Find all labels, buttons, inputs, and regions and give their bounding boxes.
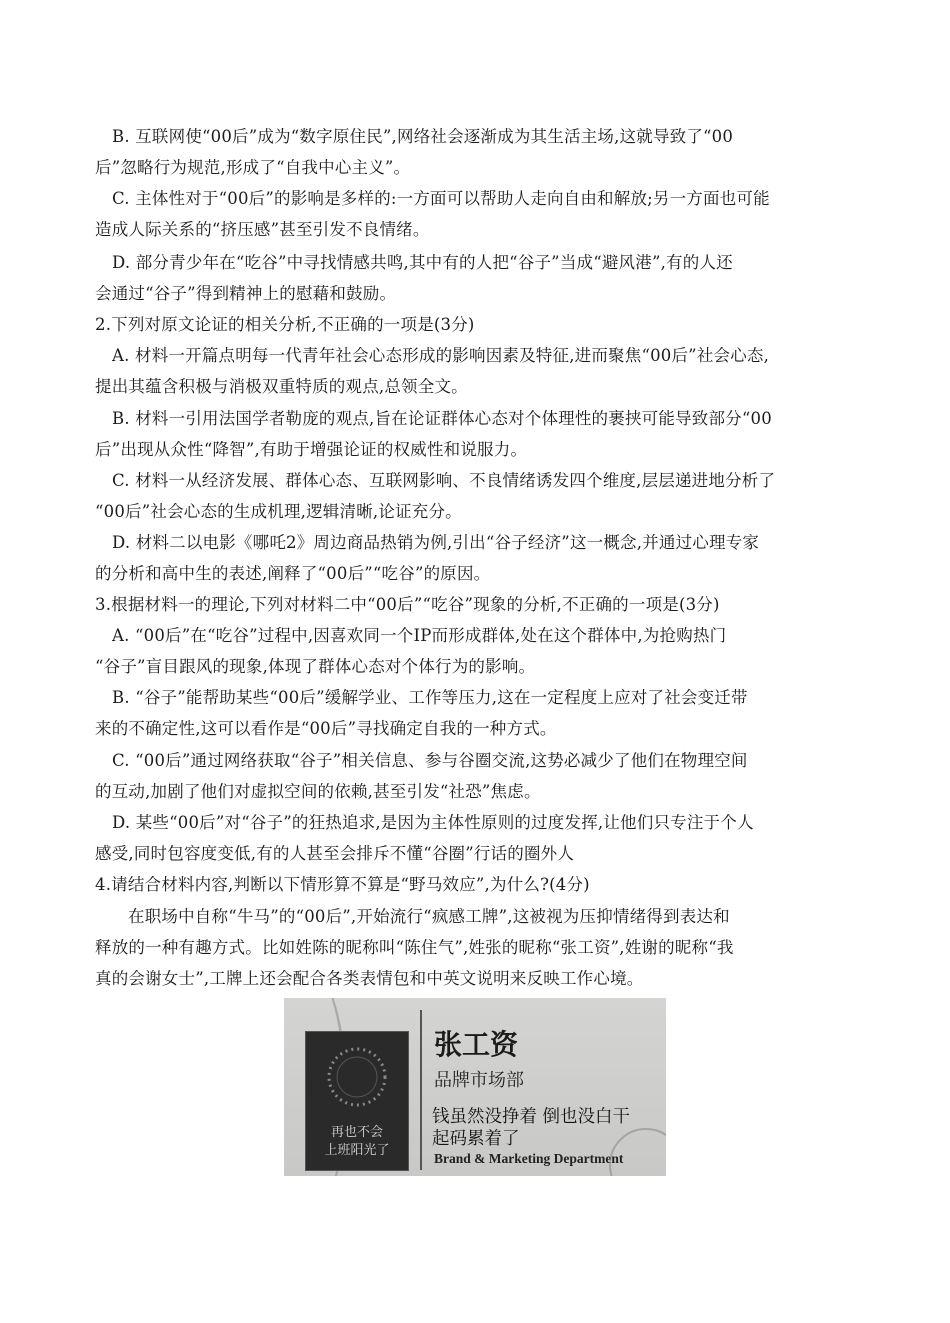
badge-slogan-line-1: 钱虽然没挣着 倒也没白干 (432, 1107, 631, 1127)
option-b-line-2: 后”忽略行为规范,形成了“自我中心主义”。 (95, 158, 411, 177)
question-4: 4.请结合材料内容,判断以下情形算不算是“野马效应”,为什么?(4分) (95, 875, 590, 894)
q2-option-a-line-2: 提出其蕴含积极与消极双重特质的观点,总领全文。 (95, 377, 468, 396)
badge-slogan-line-2: 起码累着了 (432, 1129, 520, 1149)
badge-department: 品牌市场部 (434, 1070, 524, 1091)
q3-option-c-line-1: C. “00后”通过网络获取“谷子”相关信息、参与谷圈交流,这势必减少了他们在物理空间 (112, 751, 748, 770)
card-text-line-2: 上班阳光了 (324, 1143, 390, 1158)
q3-option-a-line-2: “谷子”盲目跟风的现象,体现了群体心态对个体行为的影响。 (95, 657, 536, 676)
question-2: 2.下列对原文论证的相关分析,不正确的一项是(3分) (95, 315, 475, 334)
work-badge-photo (284, 998, 666, 1176)
q2-option-c-line-1: C. 材料一从经济发展、群体心态、互联网影响、不良情绪诱发四个维度,层层递进地分析了 (112, 471, 776, 490)
q2-option-d-line-1: D. 材料二以电影《哪吒2》周边商品热销为例,引出“谷子经济”这一概念,并通过心理专家 (112, 533, 760, 552)
option-d-line-1: D. 部分青少年在“吃谷”中寻找情感共鸣,其中有的人把“谷子”当成“避风港”,有的人还 (112, 253, 733, 272)
q4-paragraph-line-1: 在职场中自称“牛马”的“00后”,开始流行“疯感工牌”,这被视为压抑情绪得到表达和 (128, 907, 730, 926)
q2-option-c-line-2: “00后”社会心态的生成机理,逻辑清晰,论证充分。 (95, 502, 462, 521)
q2-option-a-line-1: A. 材料一开篇点明每一代青年社会心态形成的影响因素及特征,进而聚焦“00后”社会心态, (112, 346, 770, 365)
q3-option-b-line-1: B. “谷子”能帮助某些“00后”缓解学业、工作等压力,这在一定程度上应对了社会变迁带 (112, 688, 748, 707)
faint-stamp-mark (609, 1128, 666, 1176)
q3-option-b-line-2: 来的不确定性,这可以看作是“00后”寻找确定自我的一种方式。 (95, 719, 557, 738)
badge-dark-card (306, 1032, 408, 1170)
q3-option-d-line-2: 感受,同时包容度变低,有的人甚至会排斥不懂“谷圈”行话的圈外人 (95, 844, 575, 863)
q3-option-d-line-1: D. 某些“00后”对“谷子”的狂热追求,是因为主体性原则的过度发挥,让他们只专注于个人 (112, 813, 754, 832)
badge-divider (420, 1010, 422, 1170)
badge-nickname: 张工资 (434, 1028, 519, 1061)
card-text-line-1: 再也不会 (330, 1125, 383, 1140)
q2-option-b-line-1: B. 材料一引用法国学者勒庞的观点,旨在论证群体心态对个体理性的裹挟可能导致部分“00 (112, 409, 772, 428)
question-3: 3.根据材料一的理论,下列对材料二中“00后”“吃谷”现象的分析,不正确的一项是(3分) (95, 595, 720, 614)
q4-paragraph-line-3: 真的会谢女士”,工牌上还会配合各类表情包和中英文说明来反映工作心境。 (95, 969, 644, 988)
dotted-ring-icon (320, 1040, 394, 1114)
q4-paragraph-line-2: 释放的一种有趣方式。比如姓陈的昵称叫“陈住气”,姓张的昵称“张工资”,姓谢的昵称“我 (95, 938, 734, 957)
q3-option-a-line-1: A. “00后”在“吃谷”过程中,因喜欢同一个IP而形成群体,处在这个群体中,为抢购热门 (112, 626, 727, 645)
option-b-line-1: B. 互联网使“00后”成为“数字原住民”,网络社会逐渐成为其生活主场,这就导致了“00 (112, 127, 734, 146)
option-c-line-2: 造成人际关系的“挤压感”甚至引发不良情绪。 (95, 220, 430, 239)
option-d-line-2: 会通过“谷子”得到精神上的慰藉和鼓励。 (95, 284, 397, 303)
option-c-line-1: C. 主体性对于“00后”的影响是多样的:一方面可以帮助人走向自由和解放;另一方面也可能 (112, 189, 770, 208)
q3-option-c-line-2: 的互动,加剧了他们对虚拟空间的依赖,甚至引发“社恐”焦虑。 (95, 782, 541, 801)
q2-option-d-line-2: 的分析和高中生的表述,阐释了“00后”“吃谷”的原因。 (95, 564, 491, 583)
q2-option-b-line-2: 后”出现从众性“降智”,有助于增强论证的权威性和说服力。 (95, 440, 528, 459)
badge-english-department: Brand & Marketing Department (434, 1151, 624, 1166)
